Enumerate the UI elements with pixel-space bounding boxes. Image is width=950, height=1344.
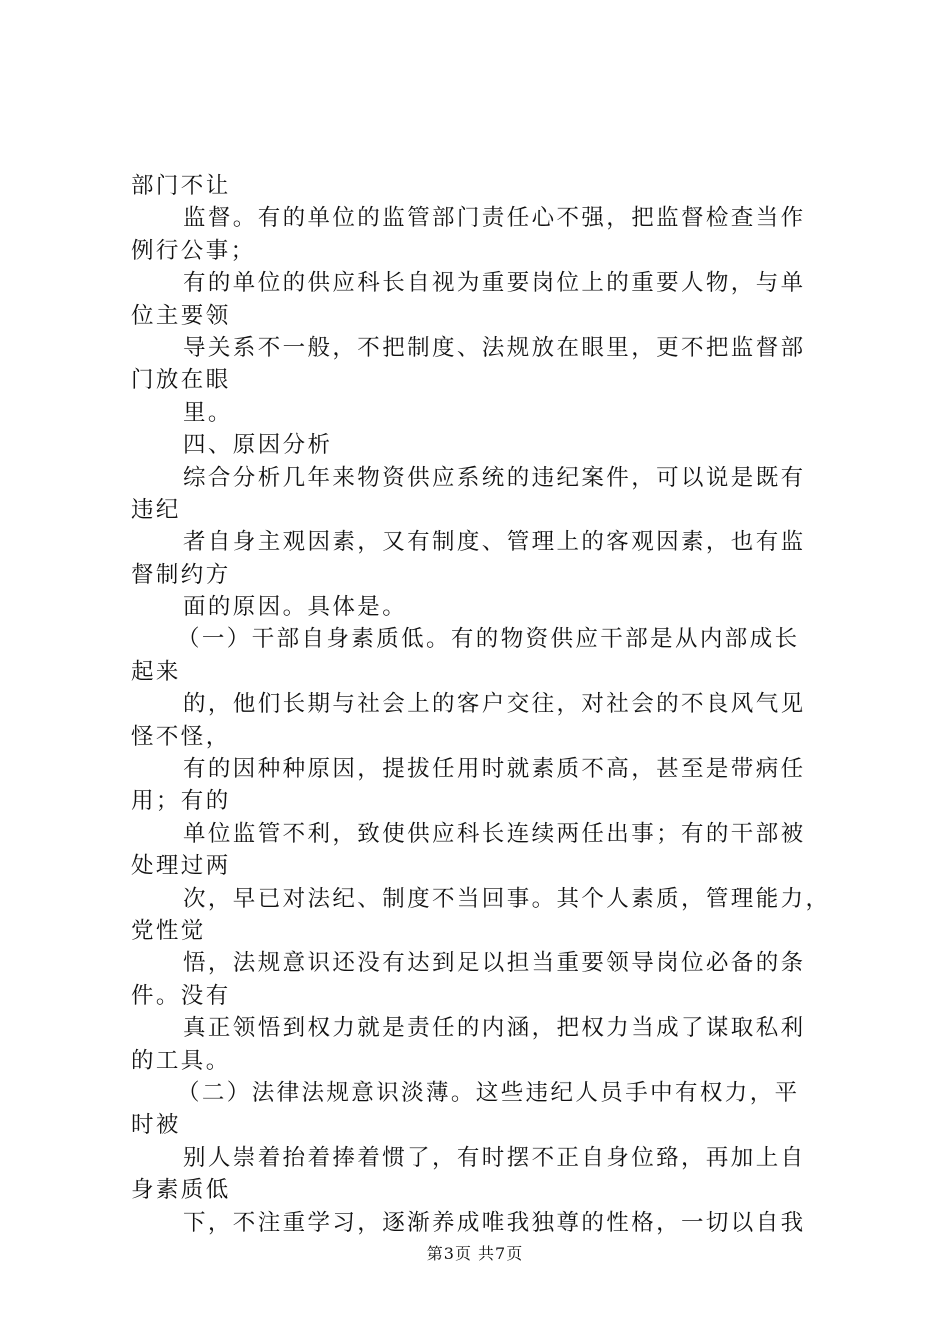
- text-line: 处理过两: [131, 853, 231, 880]
- text-line: 下，不注重学习，逐渐养成唯我独尊的性格，一切以自我: [183, 1209, 806, 1236]
- text-line: 门放在眼: [131, 367, 231, 394]
- text-line: 起来: [131, 658, 181, 685]
- text-line: 导关系不一般，不把制度、法规放在眼里，更不把监督部: [183, 334, 806, 361]
- text-line: 督制约方: [131, 561, 231, 588]
- text-line: 的，他们长期与社会上的客户交往，对社会的不良风气见: [183, 691, 806, 718]
- text-line: 有的单位的供应科长自视为重要岗位上的重要人物，与单: [183, 270, 806, 297]
- text-line: 的工具。: [131, 1047, 231, 1074]
- text-line: 身素质低: [131, 1177, 231, 1204]
- text-line: 面的原因。具体是。: [183, 594, 408, 621]
- text-line: 悟，法规意识还没有达到足以担当重要领导岗位必备的条: [183, 950, 806, 977]
- document-body: [131, 170, 841, 1239]
- text-line: 党性觉: [131, 917, 206, 944]
- text-line: 部门不让: [131, 173, 231, 199]
- text-line: 监督。有的单位的监管部门责任心不强，把监督检查当作: [183, 205, 806, 232]
- text-line: 真正领悟到权力就是责任的内涵，把权力当成了谋取私利: [183, 1015, 806, 1042]
- text-line: 者自身主观因素，又有制度、管理上的客观因素，也有监: [183, 529, 806, 556]
- text-line: 别人崇着抬着捧着惯了，有时摆不正自身位臵，再加上自: [183, 1144, 806, 1171]
- text-line: 怪不怪，: [131, 723, 231, 750]
- text-line: 有的因种种原因，提拔任用时就素质不高，甚至是带病任: [183, 756, 806, 783]
- text-line: 时被: [131, 1112, 181, 1139]
- text-line: 件。没有: [131, 982, 231, 1009]
- text-line: 位主要领: [131, 302, 231, 329]
- text-line: 例行公事；: [131, 237, 256, 264]
- text-line: （二）法律法规意识淡薄。这些违纪人员手中有权力，平: [177, 1079, 800, 1106]
- text-line: 用；有的: [131, 788, 231, 815]
- text-line: 综合分析几年来物资供应系统的违纪案件，可以说是既有: [183, 464, 806, 491]
- text-line: 四、原因分析: [183, 432, 333, 459]
- text-line: 单位监管不利，致使供应科长连续两任出事；有的干部被: [183, 820, 806, 847]
- text-line: 次，早已对法纪、制度不当回事。其个人素质，管理能力，: [183, 885, 831, 912]
- text-line: （一）干部自身素质低。有的物资供应干部是从内部成长: [177, 626, 800, 653]
- text-line: 里。: [183, 399, 233, 426]
- page-footer: 第3页 共7页: [426, 1244, 524, 1263]
- text-line: 违纪: [131, 496, 181, 523]
